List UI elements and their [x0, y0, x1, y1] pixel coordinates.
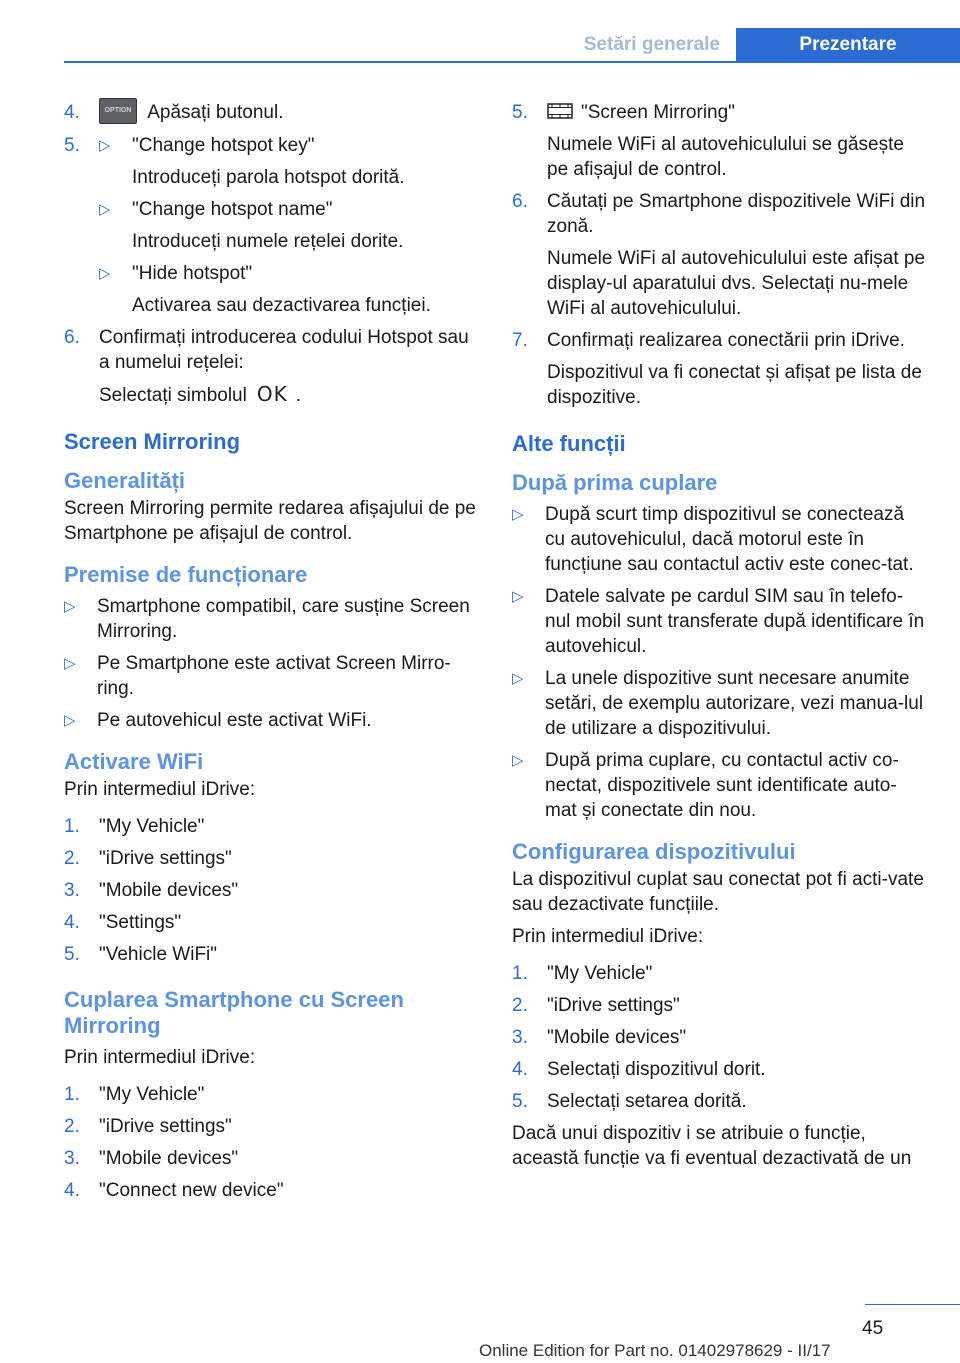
list-item [512, 666, 927, 741]
step-text: "Vehicle WiFi" [99, 944, 218, 965]
step-text: "Screen Mirroring" [581, 102, 735, 123]
step-text: "iDrive settings" [99, 848, 232, 869]
triangle-bullet-icon: ▷ [64, 655, 76, 672]
step-text: Căutați pe Smartphone dispozitivele WiFi din zonă. [547, 191, 926, 237]
step-text: "iDrive settings" [547, 995, 680, 1016]
option-button-icon: OPTION [99, 98, 137, 124]
triangle-bullet-icon: ▷ [512, 670, 524, 687]
right-column [512, 100, 927, 1178]
list-item-text: La unele dispozitive sunt necesare anumite setări, de exemplu autorizare, vezi manua-lul de utilizare a dispozitivului. [545, 668, 924, 739]
heading-generalitati: Generalități [64, 468, 186, 493]
list-item [64, 1114, 479, 1139]
list-item [64, 814, 479, 839]
triangle-bullet-icon: ▷ [99, 201, 111, 218]
triangle-bullet-icon: ▷ [99, 137, 111, 154]
triangle-bullet-icon: ▷ [512, 752, 524, 769]
list-item [64, 878, 479, 903]
step-desc: Numele WiFi al autovehiculului este afișat pe display-ul aparatului dvs. Selectați nu-mele WiFi al autovehiculului. [547, 248, 926, 319]
paragraph: Prin intermediul iDrive: [64, 1047, 256, 1068]
list-item [512, 961, 927, 986]
list-item [512, 584, 927, 659]
heading-premise: Premise de funcționare [64, 562, 308, 587]
step-number: 5. [512, 1091, 528, 1112]
step-text: "Connect new device" [99, 1180, 284, 1201]
list-item [512, 1057, 927, 1082]
step-text: "Mobile devices" [99, 1148, 239, 1169]
sub-item-title: "Change hotspot key" [132, 135, 315, 156]
step-text: "My Vehicle" [99, 816, 205, 837]
step-text: "My Vehicle" [99, 1084, 205, 1105]
step-number: 3. [512, 1027, 528, 1048]
heading-screen-mirroring: Screen Mirroring [64, 429, 241, 454]
step-select-line [99, 382, 479, 408]
step-number: 1. [64, 1084, 80, 1105]
list-item [64, 910, 479, 935]
list-item-text: Datele salvate pe cardul SIM sau în telefo-nul mobil sunt transferate după identificare în autovehicul. [545, 586, 925, 657]
list-item [64, 846, 479, 871]
step-desc: Numele WiFi al autovehiculului se găsește pe afișajul de control. [547, 134, 904, 180]
heading-cuplarea: Cuplarea Smartphone cu Screen Mirroring [64, 987, 404, 1038]
step-6 [512, 189, 927, 321]
sub-item [99, 261, 479, 318]
step-title [547, 100, 927, 125]
step-number: 5. [64, 135, 80, 156]
step-7 [512, 328, 927, 410]
step-number: 1. [512, 963, 528, 984]
heading-dupa-prima-cuplare: După prima cuplare [512, 470, 718, 495]
list-item-text: Pe Smartphone este activat Screen Mirro-ring. [97, 653, 451, 699]
list-item [64, 1082, 479, 1107]
step-number: 5. [512, 102, 528, 123]
select-post-text: . [295, 385, 301, 406]
step-text: Selectați setarea dorită. [547, 1091, 747, 1112]
paragraph: La dispozitivul cuplat sau conectat pot fi acti-vate sau dezactivate funcțiile. [512, 869, 924, 915]
list-item [64, 651, 479, 701]
list-item [64, 708, 479, 733]
heading-activare-wifi: Activare WiFi [64, 749, 204, 774]
step-text: Confirmați introducerea codului Hotspot sau a numelui rețelei: [99, 327, 469, 373]
step-number: 2. [64, 848, 80, 869]
triangle-bullet-icon: ▷ [512, 588, 524, 605]
step-number: 3. [64, 1148, 80, 1169]
left-column [64, 100, 479, 1210]
list-item [64, 1178, 479, 1203]
paragraph: Prin intermediul iDrive: [512, 926, 704, 947]
sub-item-title: "Hide hotspot" [132, 263, 253, 284]
step-text: "iDrive settings" [99, 1116, 232, 1137]
sub-item [99, 197, 479, 254]
paragraph: Dacă unui dispozitiv i se atribuie o funcție, această funcție va fi eventual dezactivată de un [512, 1123, 912, 1169]
step-text: "Settings" [99, 912, 182, 933]
triangle-bullet-icon: ▷ [64, 712, 76, 729]
list-item-text: Smartphone compatibil, care susține Screen Mirroring. [97, 596, 470, 642]
header-rule [64, 61, 960, 63]
step-number: 4. [64, 102, 80, 123]
step-number: 4. [64, 912, 80, 933]
step-text: "Mobile devices" [547, 1027, 687, 1048]
paragraph: Screen Mirroring permite redarea afișajului de pe Smartphone pe afișajul de control. [64, 498, 476, 544]
list-item [64, 1146, 479, 1171]
step-6 [64, 325, 479, 408]
sub-item-title: "Change hotspot name" [132, 199, 333, 220]
step-5 [64, 133, 479, 318]
list-item [512, 502, 927, 577]
page-number: 45 [862, 1318, 884, 1339]
select-pre-text: Selectați simbolul [99, 385, 247, 406]
sub-item-desc: Introduceți numele rețelei dorite. [132, 231, 404, 252]
step-text: Selectați dispozitivul dorit. [547, 1059, 766, 1080]
footer-edition: Online Edition for Part no. 01402978629 - II/17 [479, 1341, 831, 1360]
sub-item-desc: Introduceți parola hotspot dorită. [132, 167, 405, 188]
header-tab-prezentare: Prezentare [736, 28, 960, 62]
sub-item-desc: Activarea sau dezactivarea funcției. [132, 295, 431, 316]
triangle-bullet-icon: ▷ [99, 265, 111, 282]
list-item-text: După prima cuplare, cu contactul activ co-nectat, dispozitivele sunt identificate auto-mat și conectate din nou. [545, 750, 899, 821]
footer-rule [865, 1304, 960, 1305]
header-section-label: Setări generale [583, 34, 720, 55]
step-text: "Mobile devices" [99, 880, 239, 901]
heading-alte-functii: Alte funcții [512, 431, 626, 456]
step-4 [64, 100, 479, 126]
step-number: 5. [64, 944, 80, 965]
list-item [512, 748, 927, 823]
step-text: Apăsați butonul. [147, 102, 284, 124]
list-item [512, 1089, 927, 1114]
step-number: 2. [512, 995, 528, 1016]
paragraph: Prin intermediul iDrive: [64, 779, 256, 800]
list-item-text: După scurt timp dispozitivul se conectează cu autovehiculul, dacă motorul este în funcțiune sau contactul activ este conec-tat. [545, 504, 914, 575]
step-number: 4. [64, 1180, 80, 1201]
step-text: "My Vehicle" [547, 963, 653, 984]
list-item-text: Pe autovehicul este activat WiFi. [97, 710, 372, 731]
step-number: 6. [512, 191, 528, 212]
step-number: 1. [64, 816, 80, 837]
page-header [556, 28, 960, 62]
step-number: 2. [64, 1116, 80, 1137]
screen-mirroring-icon [547, 103, 573, 119]
step-number: 7. [512, 330, 528, 351]
list-item [64, 942, 479, 967]
step-text: Confirmați realizarea conectării prin iDrive. [547, 330, 905, 351]
step-desc: Dispozitivul va fi conectat și afișat pe lista de dispozitive. [547, 362, 922, 408]
heading-configurarea: Configurarea dispozitivului [512, 839, 796, 864]
step-5 [512, 100, 927, 182]
step-number: 3. [64, 880, 80, 901]
list-item [64, 594, 479, 644]
triangle-bullet-icon: ▷ [512, 506, 524, 523]
ok-symbol-icon: OK [256, 382, 288, 406]
step-number: 4. [512, 1059, 528, 1080]
list-item [512, 1025, 927, 1050]
triangle-bullet-icon: ▷ [64, 598, 76, 615]
step-number: 6. [64, 327, 80, 348]
list-item [512, 993, 927, 1018]
sub-item [99, 133, 479, 190]
